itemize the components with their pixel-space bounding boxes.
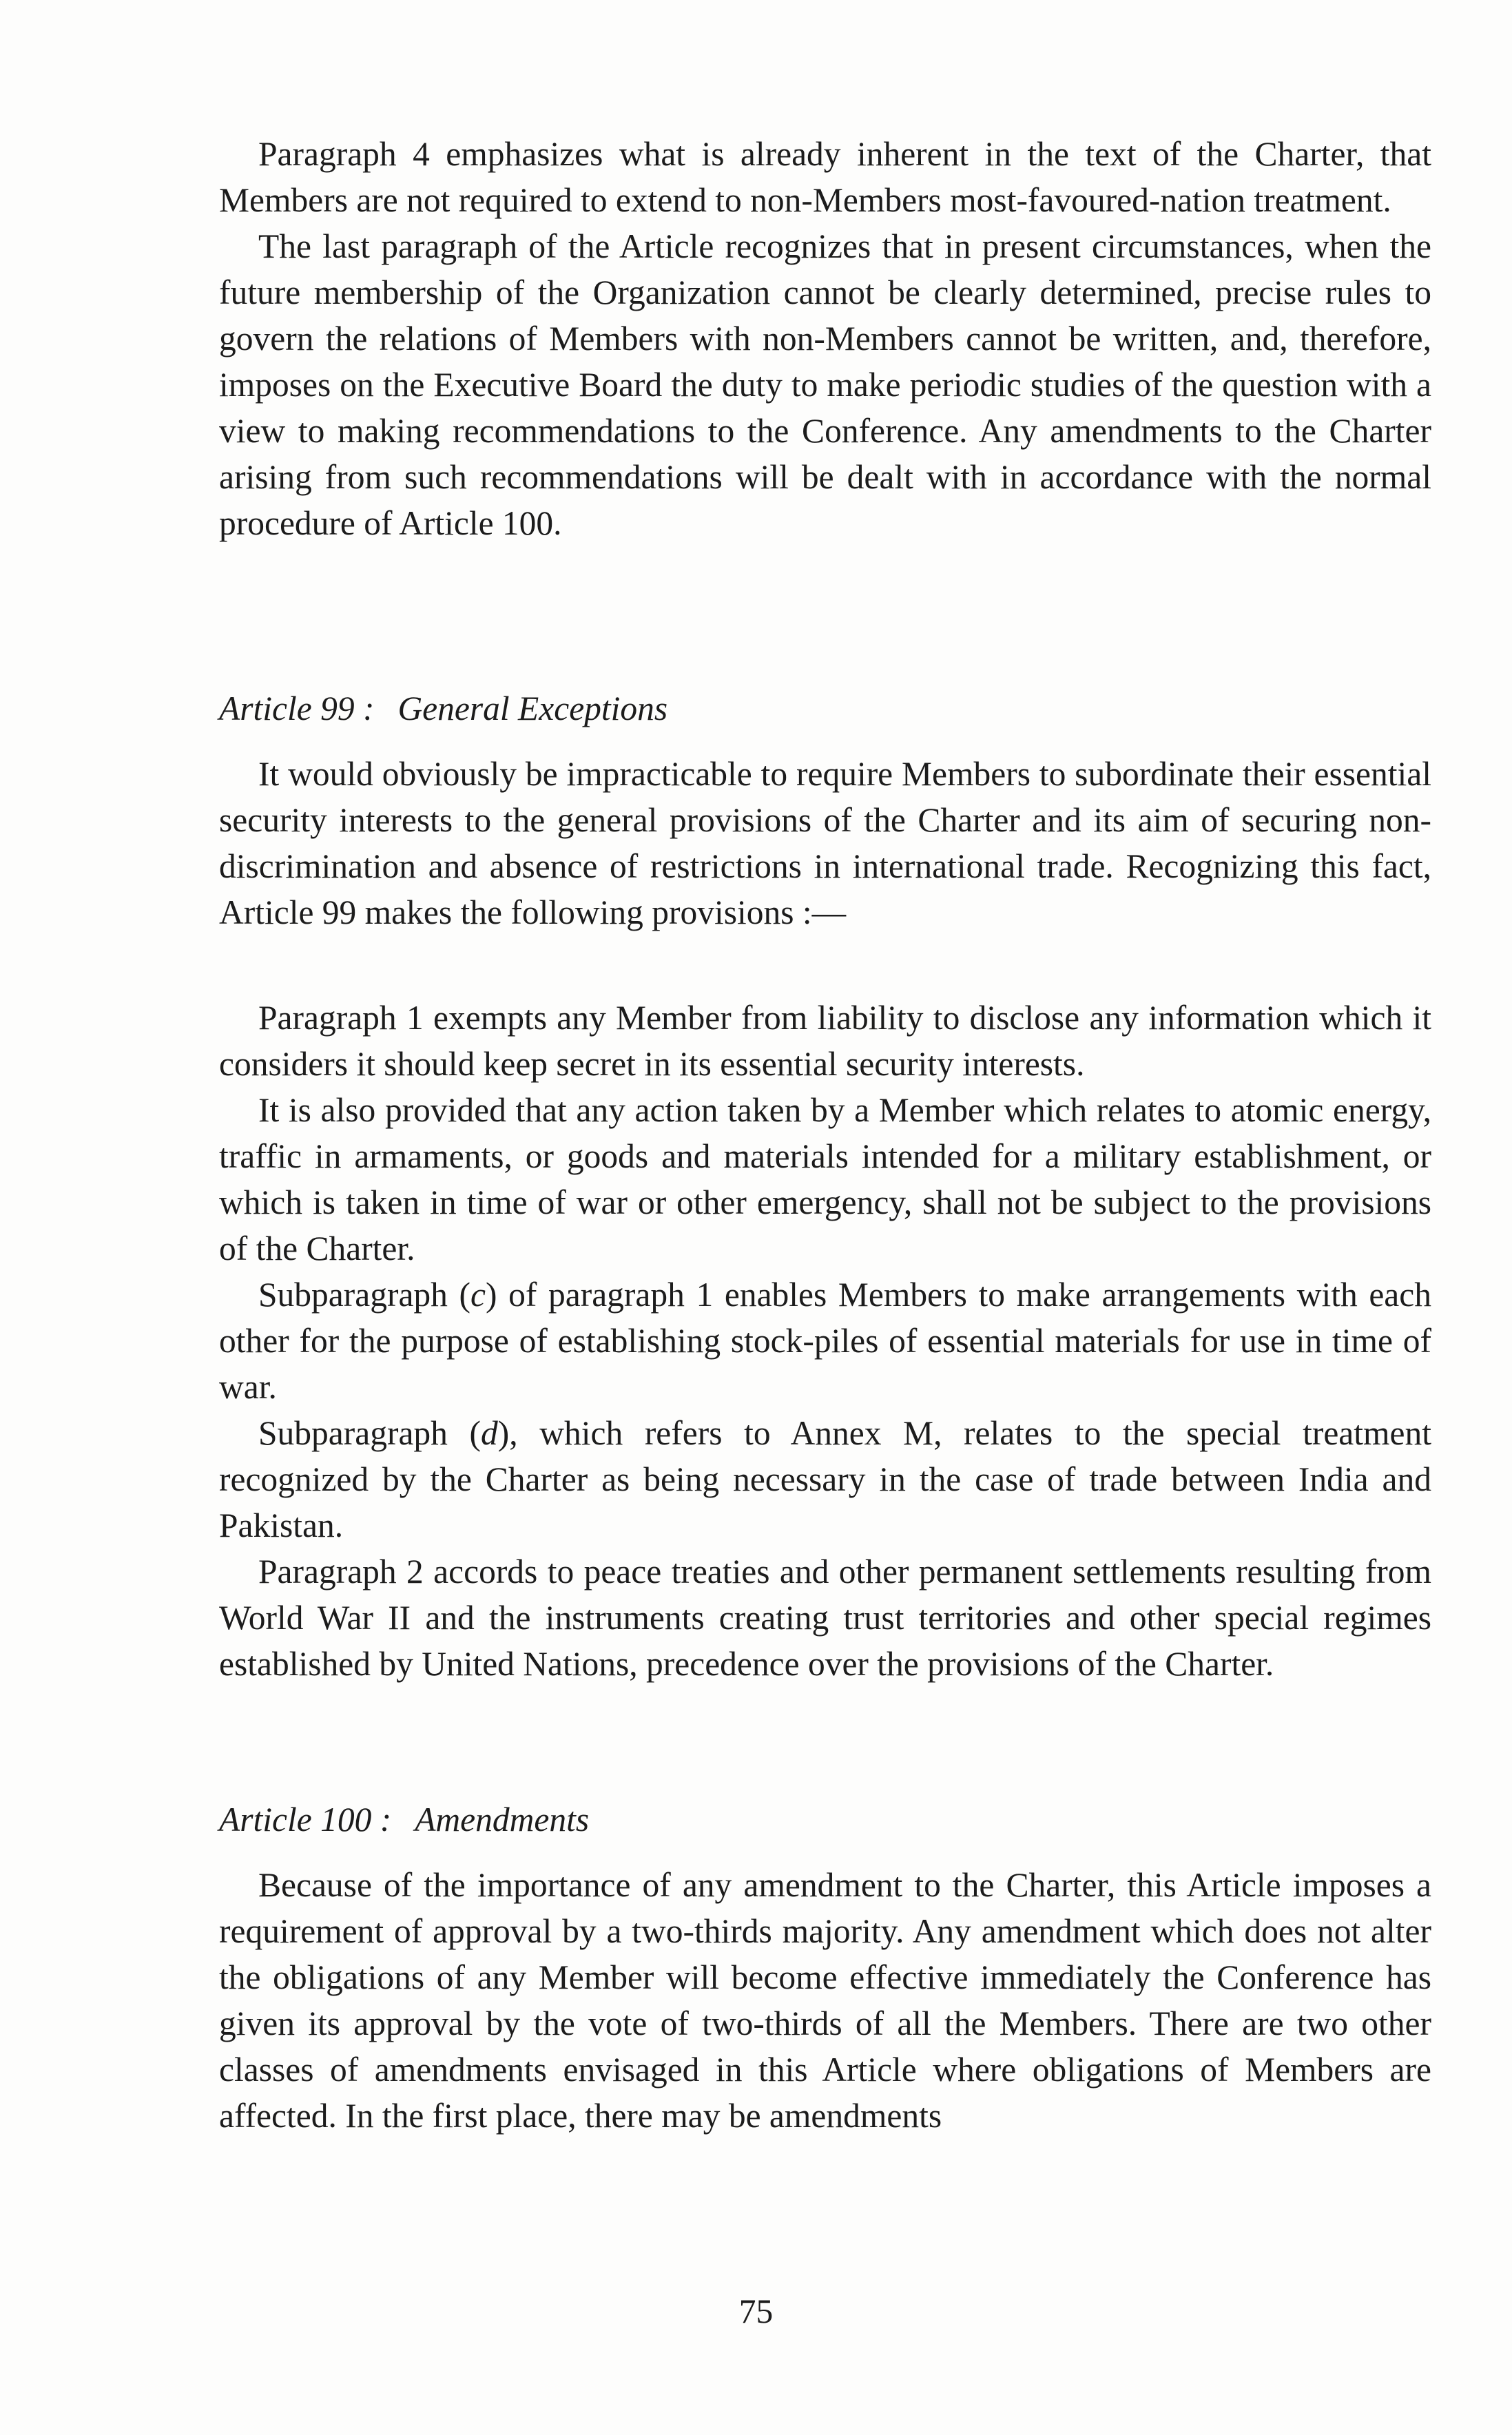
text-run: ) of paragraph 1 enables Members to make arrangements with each other for the purpose of establishing stock-piles of essential materials for use in time of war. <box>219 1276 1431 1406</box>
text-run: ), which refers to Annex M, relates to the special treatment recognized by the Charter as being necessary in the case of trade between India and Pakistan. <box>219 1414 1431 1544</box>
subparagraph-letter: d <box>481 1414 498 1452</box>
paragraph: It would obviously be impracticable to require Members to subordinate their essential security interests to the general provisions of the Charter and its aim of securing non-discrimination and absence of restrictions in international trade. Recognizing this fact, Article 99 makes the following provisions :— <box>219 755 1431 931</box>
text-run: Subparagraph ( <box>258 1276 471 1314</box>
subparagraph-letter: c <box>470 1276 486 1314</box>
paragraph: Paragraph 4 emphasizes what is already inherent in the text of the Charter, that Members are not required to extend to non-Members most-favoured-nation treatment. <box>219 135 1431 219</box>
paragraph: Paragraph 2 accords to peace treaties and other permanent settlements resulting from World War II and the instruments creating trust territories and other special regimes established by United Nations, precedence over the provisions of the Charter. <box>219 1553 1431 1683</box>
paragraph: Paragraph 1 exempts any Member from liability to disclose any information which it considers it should keep secret in its essential security interests. <box>219 999 1431 1083</box>
section-heading-article-99 <box>219 685 1431 732</box>
heading-label: Article 100 : <box>219 1801 392 1838</box>
paragraph: Because of the importance of any amendment to the Charter, this Article imposes a requirement of approval by a two-thirds majority. Any amendment which does not alter the obligations of any Member will become effective immediately the Conference has given its approval by the vote of two-thirds of all the Members. There are two other classes of amendments envisaged in this Article where obligations of Members are affected. In the first place, there may be amendments <box>219 1866 1431 2135</box>
text-run: Subparagraph ( <box>258 1414 481 1452</box>
paragraph <box>219 1410 1431 1548</box>
page-number: 75 <box>738 2292 774 2330</box>
article-99-intro <box>219 751 1431 935</box>
paragraph: It is also provided that any action taken by a Member which relates to atomic energy, traffic in armaments, or goods and materials intended for a military establishment, or which is taken in time of war or other emergency, shall not be subject to the provisions of the Charter. <box>219 1091 1431 1267</box>
article-99-provisions <box>219 995 1431 1687</box>
heading-title: Amendments <box>415 1801 590 1838</box>
intro-section <box>219 131 1431 546</box>
section-heading-article-100 <box>219 1796 1431 1843</box>
paragraph: The last paragraph of the Article recognizes that in present circumstances, when the future membership of the Organization cannot be clearly determined, precise rules to govern the relations of Members with non-Members cannot be written, and, therefore, imposes on the Executive Board the duty to make periodic studies of the question with a view to making recommendations to the Conference. Any amendments to the Charter arising from such recommendations will be dealt with in accordance with the normal procedure of Article 100. <box>219 227 1431 542</box>
heading-label: Article 99 : <box>219 690 375 727</box>
heading-title: General Exceptions <box>397 690 668 727</box>
article-100-text <box>219 1862 1431 2139</box>
paragraph <box>219 1272 1431 1410</box>
